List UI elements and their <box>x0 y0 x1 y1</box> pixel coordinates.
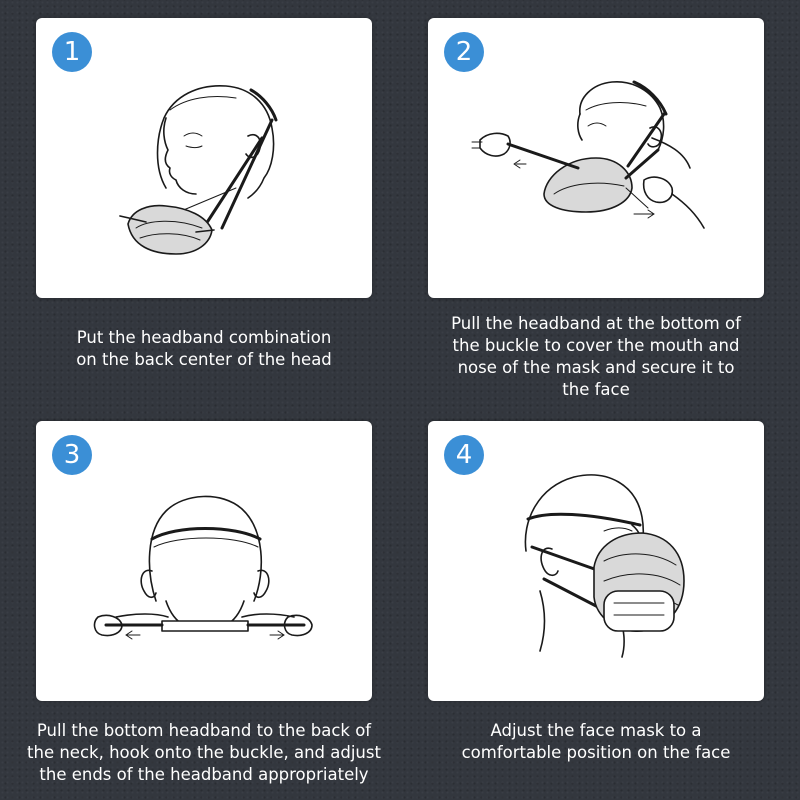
caption-line: comfortable position on the face <box>461 743 731 762</box>
step-number-badge: 2 <box>444 32 484 72</box>
step-2-caption <box>412 313 780 401</box>
step-number-badge: 1 <box>52 32 92 72</box>
step-number-badge: 3 <box>52 435 92 475</box>
caption-line: nose of the mask and secure it to <box>457 358 735 377</box>
step-number-badge: 4 <box>444 435 484 475</box>
caption-line: Pull the bottom headband to the back of <box>36 721 372 740</box>
step-3-caption <box>4 720 404 786</box>
step-1-panel <box>36 18 372 298</box>
step-2-panel <box>428 18 764 298</box>
caption-line: Pull the headband at the bottom of <box>451 314 741 333</box>
step-4-caption <box>412 720 780 764</box>
caption-line: Put the headband combination <box>76 328 332 347</box>
step-4-panel <box>428 421 764 701</box>
caption-line: on the back center of the head <box>76 350 332 369</box>
caption-line: the buckle to cover the mouth and <box>452 336 740 355</box>
caption-line: Adjust the face mask to a <box>490 721 702 740</box>
caption-line: the face <box>562 380 630 399</box>
caption-line: the ends of the headband appropriately <box>39 765 369 784</box>
caption-line: the neck, hook onto the buckle, and adjust <box>27 743 381 762</box>
step-3-panel <box>36 421 372 701</box>
step-1-caption <box>20 327 388 371</box>
